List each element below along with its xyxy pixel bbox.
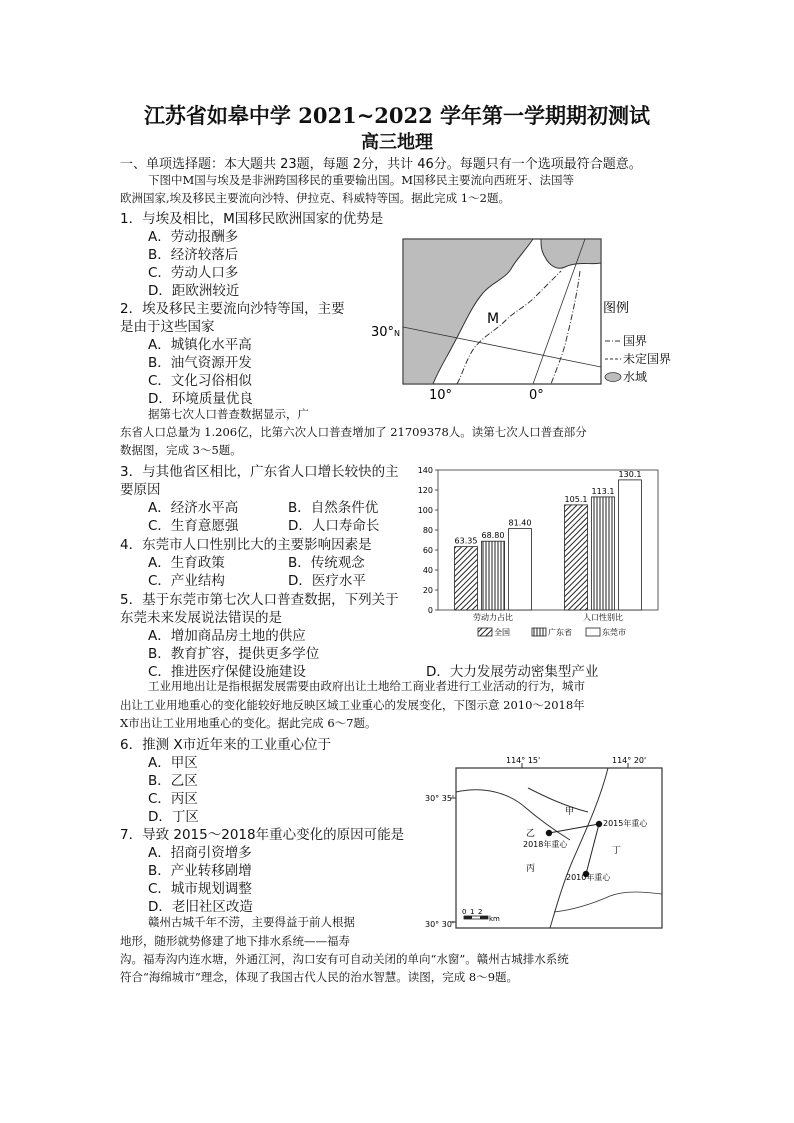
q5-option-d: D．大力发展劳动密集型产业 xyxy=(426,664,599,680)
intro-3-line-3: X市出让工业用地重心的变化。据此完成 6～7题。 xyxy=(120,716,377,730)
map2-scale-seg xyxy=(464,916,472,919)
q2-stem-line-2: 是由于这些国家 xyxy=(120,319,215,335)
q3-stem-line-1: 3．与其他省区相比，广东省人口增长较快的主 xyxy=(120,464,399,480)
q3-option-a: A．经济水平高 xyxy=(148,500,239,516)
map2-label-2018: 2018年重心 xyxy=(523,840,568,849)
q7-option-c: C．城市规划调整 xyxy=(148,881,252,897)
chart-data-label: 81.40 xyxy=(508,518,532,528)
map-m-country xyxy=(365,235,685,405)
q4-stem: 4．东莞市人口性别比大的主要影响因素是 xyxy=(120,537,372,553)
chart-data-label: 113.1 xyxy=(591,486,615,496)
q3-option-b: B．自然条件优 xyxy=(288,500,379,516)
q6-option-d: D．丁区 xyxy=(148,809,199,825)
map2-district-yi: 乙 xyxy=(526,829,536,839)
q6-option-c: C．丙区 xyxy=(148,791,198,807)
intro-4-line-3: 沟。福寿沟内连水塘，外通江河，沟口安有可自动关闭的单向“水窗”。赣州古城排水系统 xyxy=(120,952,569,966)
map1-lat-suffix: N xyxy=(394,329,400,338)
q7-option-a: A．招商引资增多 xyxy=(148,845,252,861)
map2-scale-2: 2 xyxy=(478,908,483,916)
section-heading: 一、单项选择题：本大题共 23题，每题 2分，共计 46分。每题只有一个选项最符合题意。 xyxy=(120,157,642,172)
chart-data-label: 68.80 xyxy=(481,531,505,541)
q2-stem-line-1: 2．埃及移民主要流向沙特等国，主要 xyxy=(120,301,345,317)
chart-legend-swatch xyxy=(586,628,600,636)
chart-bar xyxy=(509,529,532,610)
map2-lon-2: 114° 20' xyxy=(612,756,647,765)
intro-2-line-2: 东省人口总量为 1.206亿，比第六次人口普查增加了 21709378人。读第七次人口普查部分 xyxy=(120,425,587,439)
q1-option-a: A．劳动报酬多 xyxy=(148,229,239,245)
q4-option-a: A．生育政策 xyxy=(148,555,225,571)
q5-stem-line-2: 东莞未来发展说法错误的是 xyxy=(120,610,282,626)
map1-lat-label: 30° xyxy=(371,325,395,340)
map2-lat-2: 30° 30' xyxy=(425,920,455,929)
intro-4-line-2: 地形，随形就势修建了地下排水系统——福寿 xyxy=(120,934,350,948)
chart-ytick-label: 20 xyxy=(422,586,433,595)
population-chart xyxy=(410,462,670,642)
q1-option-b: B．经济较落后 xyxy=(148,247,239,263)
map2-label-2015: 2015年重心 xyxy=(603,819,648,828)
q6-stem: 6．推测 X市近年来的工业重心位于 xyxy=(120,737,332,753)
chart-data-label: 130.1 xyxy=(618,469,642,479)
map-x-city xyxy=(422,752,677,932)
map2-scale-1: 1 xyxy=(470,908,475,916)
q7-stem: 7．导致 2015～2018年重心变化的原因可能是 xyxy=(120,827,405,843)
q1-stem: 1．与埃及相比，M国移民欧洲国家的优势是 xyxy=(120,211,384,227)
chart-legend-swatch xyxy=(532,628,546,636)
intro-1-line-1: 下图中M国与埃及是非洲跨国移民的重要输出国。M国移民主要流向西班牙、法国等 xyxy=(148,173,575,187)
intro-3-line-1: 工业用地出让是指根据发展需要由政府出让土地给工商业者进行工业活动的行为，城市 xyxy=(148,679,585,693)
q1-option-c: C．劳动人口多 xyxy=(148,265,239,281)
q6-option-b: B．乙区 xyxy=(148,773,198,789)
map2-scale-km: km xyxy=(489,915,500,923)
map1-legend-title: 图例 xyxy=(603,301,630,316)
page-title: 江苏省如皋中学 2021~2022 学年第一学期期初测试 xyxy=(143,103,651,128)
q4-option-b: B．传统观念 xyxy=(288,555,365,571)
page-subtitle: 高三地理 xyxy=(361,132,433,153)
map1-country-label: M xyxy=(487,311,500,327)
intro-4-line-1: 赣州古城千年不涝，主要得益于前人根据 xyxy=(148,915,355,929)
q4-option-c: C．产业结构 xyxy=(148,573,225,589)
q3-option-d: D．人口寿命长 xyxy=(288,518,380,534)
chart-legend-swatch xyxy=(478,628,492,636)
map2-scale-0: 0 xyxy=(462,908,467,916)
chart-bar xyxy=(592,497,615,610)
map2-district-jia: 甲 xyxy=(565,807,575,817)
chart-legend-label: 广东省 xyxy=(548,628,572,637)
map1-sea-2 xyxy=(541,239,601,268)
chart-bar xyxy=(565,505,588,610)
chart-ytick-label: 80 xyxy=(422,526,433,535)
chart-category-label: 人口性别比 xyxy=(583,613,623,622)
intro-1-line-2: 欧洲国家,埃及移民主要流向沙特、伊拉克、科威特等国。据此完成 1～2题。 xyxy=(120,191,510,205)
map2-label-2010: 2010年重心 xyxy=(566,873,611,882)
map2-district-bing: 丙 xyxy=(526,864,536,874)
map1-lon-0: 0° xyxy=(529,388,544,403)
chart-bar xyxy=(482,541,505,610)
map1-lon-10: 10° xyxy=(429,388,453,403)
q3-stem-line-2: 要原因 xyxy=(120,482,161,498)
q1-option-d: D．距欧洲较近 xyxy=(148,283,240,299)
chart-bar xyxy=(619,480,642,610)
map2-lon-1: 114° 15' xyxy=(506,756,541,765)
chart-ytick-label: 0 xyxy=(427,606,433,615)
intro-2-line-3: 数据图，完成 3～5题。 xyxy=(120,443,242,457)
chart-ytick-label: 60 xyxy=(422,546,433,555)
q3-option-c: C．生育意愿强 xyxy=(148,518,239,534)
chart-legend-label: 全国 xyxy=(494,628,510,637)
map2-point-2018 xyxy=(546,830,552,836)
map2-lat-1: 30° 35' xyxy=(425,794,455,803)
chart-ytick-label: 100 xyxy=(417,506,433,515)
intro-4-line-4: 符合“海绵城市”理念，体现了我国古代人民的治水智慧。读图，完成 8～9题。 xyxy=(120,970,519,984)
q5-option-b: B．教育扩容，提供更多学位 xyxy=(148,646,320,662)
q2-option-a: A．城镇化水平高 xyxy=(148,337,252,353)
map2-point-2015 xyxy=(596,821,602,827)
map1-legend-water: 水域 xyxy=(623,370,648,384)
q5-option-c: C．推进医疗保健设施建设 xyxy=(148,664,306,680)
chart-data-label: 105.1 xyxy=(564,494,588,504)
intro-2-line-1: 据第七次人口普查数据显示，广 xyxy=(148,407,309,421)
q2-option-c: C．文化习俗相似 xyxy=(148,373,252,389)
map1-legend-border: 国界 xyxy=(623,334,648,348)
chart-ytick-label: 120 xyxy=(417,486,433,495)
chart-data-label: 63.35 xyxy=(454,536,478,546)
q5-option-a: A．增加商品房土地的供应 xyxy=(148,628,306,644)
map1-legend-undefined: 未定国界 xyxy=(623,352,672,366)
q2-option-d: D．环境质量优良 xyxy=(148,391,253,407)
intro-3-line-2: 出让工业用地重心的变化能较好地反映区域工业重心的发展变化，下图示意 2010～2018年 xyxy=(120,698,585,712)
q5-stem-line-1: 5．基于东莞市第七次人口普查数据，下列关于 xyxy=(120,592,399,608)
chart-bar xyxy=(455,547,478,610)
map2-district-ding: 丁 xyxy=(612,846,622,856)
q2-option-b: B．油气资源开发 xyxy=(148,355,252,371)
chart-ytick-label: 140 xyxy=(417,466,433,475)
map2-scale-seg-2 xyxy=(480,916,488,919)
q4-option-d: D．医疗水平 xyxy=(288,573,366,589)
q6-option-a: A．甲区 xyxy=(148,755,198,771)
q7-option-d: D．老旧社区改造 xyxy=(148,899,253,915)
chart-ytick-label: 40 xyxy=(422,566,433,575)
q7-option-b: B．产业转移剧增 xyxy=(148,863,252,879)
map1-legend-water-swatch xyxy=(605,373,621,382)
chart-category-label: 劳动力占比 xyxy=(473,613,513,622)
chart-legend-label: 东莞市 xyxy=(602,628,626,637)
